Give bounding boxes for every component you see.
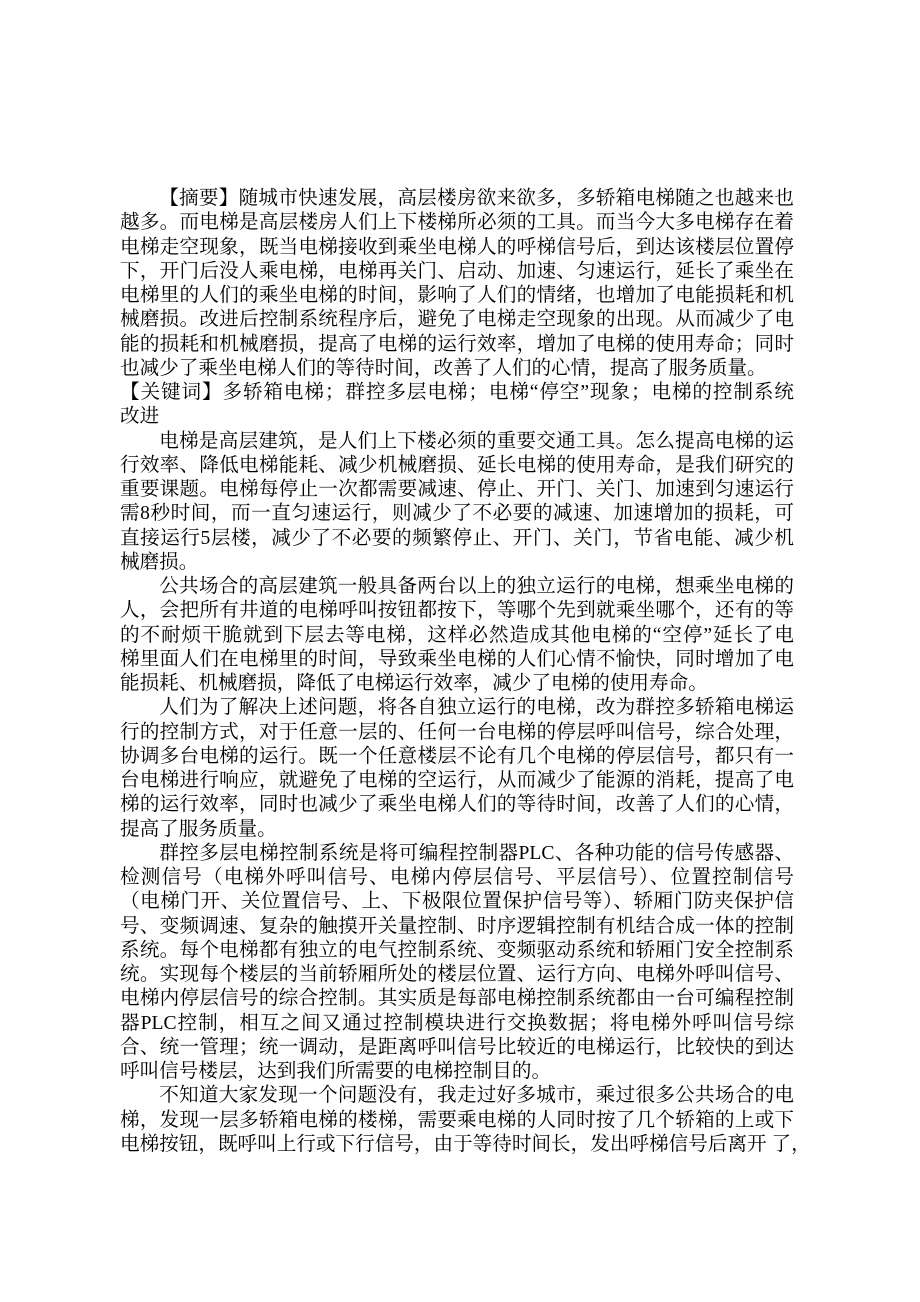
text-line: 直接运行5层楼，减少了不必要的频繁停止、开门、关门，节省电能、减少机 — [120, 527, 794, 549]
text-line: 呼叫信号楼层，达到我们所需要的电梯控制目的。 — [120, 1061, 552, 1082]
paragraph-keywords — [120, 381, 794, 430]
text-line: 改进 — [120, 406, 160, 428]
text-line: 能损耗、机械磨损，降低了电梯运行效率，减少了电梯的使用寿命。 — [120, 673, 708, 694]
paragraph-abstract — [120, 187, 794, 381]
text-line: 不知道大家发现一个问题没有，我走过好多城市，乘过很多公共场合的电 — [159, 1085, 794, 1107]
text-line: 提高了服务质量。 — [120, 818, 277, 840]
paragraph-intro — [120, 430, 794, 576]
text-line: 电梯内停层信号的综合控制。其实质是每部电梯控制系统都由一台可编程控制 — [120, 988, 794, 1010]
text-line: 电梯里的人们的乘坐电梯的时间，影响了人们的情绪，也增加了电能损耗和机 — [120, 285, 794, 306]
text-line: 行效率、降低电梯能耗、减少机械磨损、延长电梯的使用寿命，是我们研究的 — [120, 454, 794, 476]
text-line: 群控多层电梯控制系统是将可编程控制器PLC、各种功能的信号传感器、 — [159, 842, 794, 864]
text-line: 【关键词】多轿箱电梯；群控多层电梯；电梯“停空”现象；电梯的控制系统 — [120, 382, 794, 403]
text-line: 台电梯进行响应，就避免了电梯的空运行，从而减少了能源的消耗，提高了电 — [120, 770, 794, 791]
text-line: 检测信号（电梯外呼叫信号、电梯内停层信号、平层信号）、位置控制信号 — [120, 867, 794, 888]
text-line: 也减少了乘坐电梯人们的等待时间，改善了人们的心情，提高了服务质量。 — [120, 357, 767, 379]
text-line: 电梯按钮，既呼叫上行或下行信号，由于等待时间长，发出呼梯信号后离开 了， — [120, 1133, 811, 1155]
text-line: 号、变频调速、复杂的触摸开关量控制、时序逻辑控制有机结合成一体的控制 — [120, 915, 794, 937]
text-line: 合、统一管理；统一调动，是距离呼叫信号比较近的电梯运行，比较快的到达 — [120, 1036, 794, 1058]
text-line: 公共场合的高层建筑一般具备两台以上的独立运行的电梯，想乘坐电梯的 — [159, 576, 794, 597]
document-body[interactable] — [120, 187, 811, 1157]
text-line: 【摘要】随城市快速发展，高层楼房欲来欲多，多轿箱电梯随之也越来也 — [159, 188, 794, 209]
text-line: 电梯是高层建筑，是人们上下楼必须的重要交通工具。怎么提高电梯的运 — [159, 430, 794, 452]
text-line: 能的损耗和机械磨损，提高了电梯的运行效率，增加了电梯的使用寿命；同时 — [120, 333, 794, 355]
text-line: 梯的运行效率，同时也减少了乘坐电梯人们的等待时间，改善了人们的心情， — [120, 794, 794, 816]
text-line: 械磨损。 — [120, 551, 199, 573]
text-line: 人，会把所有井道的电梯呼叫按钮都按下，等哪个先到就乘坐哪个，还有的等 — [120, 600, 794, 622]
text-line: 需8秒时间，而一直匀速运行，则减少了不必要的减速、加速增加的损耗，可 — [120, 503, 794, 525]
text-line: 系统。每个电梯都有独立的电气控制系统、变频驱动系统和轿厢门安全控制系 — [120, 939, 794, 961]
text-line: 器PLC控制，相互之间又通过控制模块进行交换数据；将电梯外呼叫信号综 — [120, 1012, 794, 1034]
text-line: 统。实现每个楼层的当前轿厢所处的楼层位置、运行方向、电梯外呼叫信号、 — [120, 964, 794, 985]
paragraph-problem — [120, 575, 794, 696]
text-line: 械磨损。改进后控制系统程序后，避免了电梯走空现象的出现。从而减少了电 — [120, 309, 794, 331]
text-line: 越多。而电梯是高层楼房人们上下楼梯所必须的工具。而当今大多电梯存在着 — [120, 212, 794, 234]
text-line: 协调多台电梯的运行。既一个任意楼层不论有几个电梯的停层信号，都只有一 — [120, 745, 794, 767]
paragraph-observation — [120, 1084, 811, 1157]
paragraph-system-description — [120, 842, 794, 1085]
text-line: 电梯走空现象，既当电梯接收到乘坐电梯人的呼梯信号后，到达该楼层位置停 — [120, 236, 794, 258]
text-line: 的不耐烦干脆就到下层去等电梯，这样必然造成其他电梯的“空停”延长了电 — [120, 624, 794, 646]
text-line: 行的控制方式，对于任意一层的、任何一台电梯的停层呼叫信号，综合处理， — [120, 721, 794, 743]
text-line: （电梯门开、关位置信号、上、下极限位置保护信号等）、轿厢门防夹保护信 — [120, 891, 794, 913]
text-line: 重要课题。电梯每停止一次都需要减速、停止、开门、关门、加速到匀速运行 — [120, 479, 794, 500]
text-line: 人们为了解决上述问题，将各自独立运行的电梯，改为群控多轿箱电梯运 — [159, 697, 794, 719]
text-line: 下，开门后没人乘电梯，电梯再关门、启动、加速、匀速运行，延长了乘坐在 — [120, 260, 794, 282]
text-line: 梯，发现一层多轿箱电梯的楼梯，需要乘电梯的人同时按了几个轿箱的上或下 — [120, 1109, 794, 1131]
paragraph-solution — [120, 696, 794, 842]
text-line: 梯里面人们在电梯里的时间，导致乘坐电梯的人们心情不愉快，同时增加了电 — [120, 648, 794, 670]
